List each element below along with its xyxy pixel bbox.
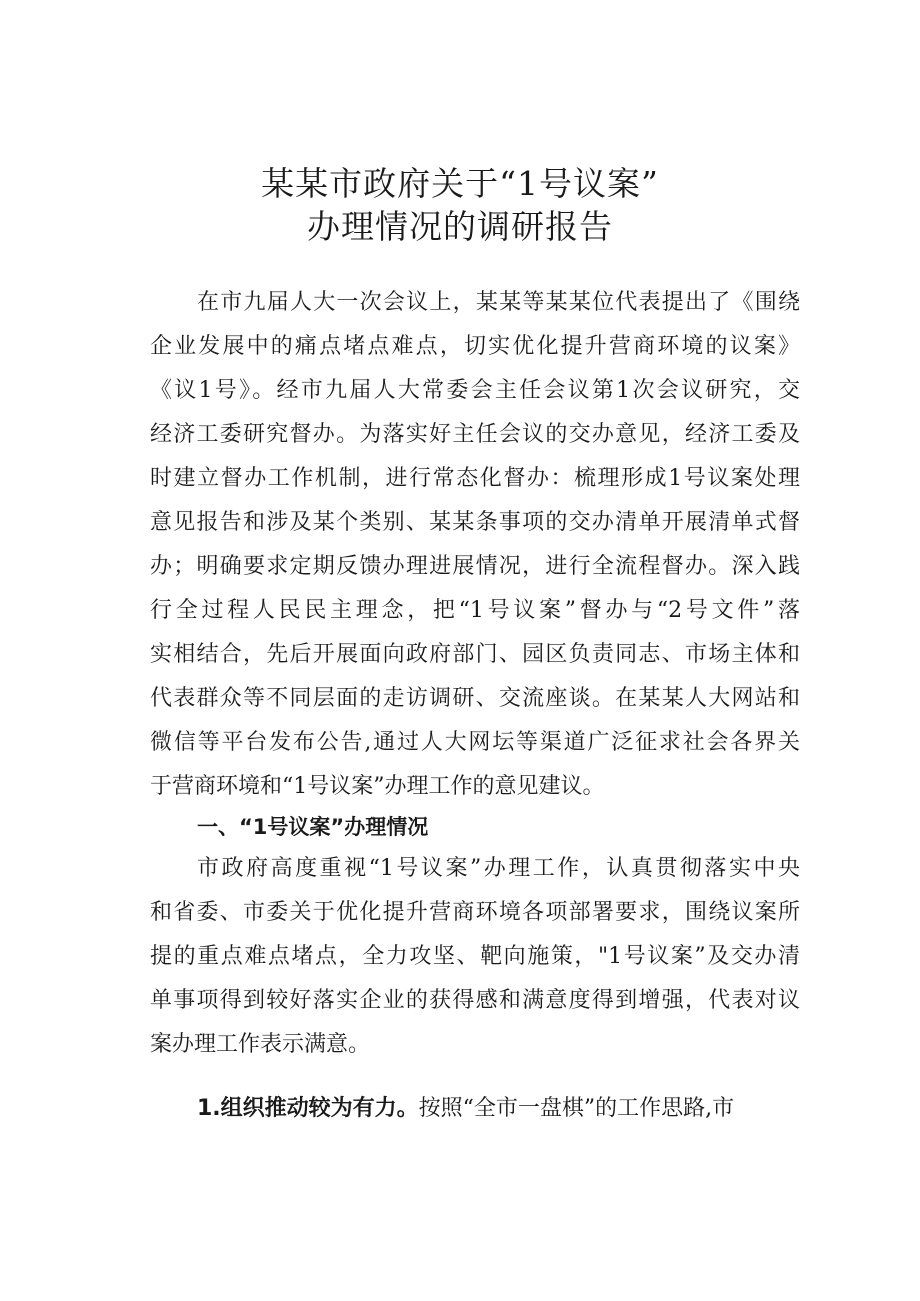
section-heading-1: 一、“1号议案”办理情况 bbox=[197, 815, 429, 839]
text-line: 提的重点难点堵点，全力攻坚、靶向施策，"1号议案”及交办清 bbox=[150, 944, 800, 969]
text-line: 市政府高度重视“1号议案”办理工作，认真贯彻落实中央 bbox=[197, 856, 800, 881]
point-1-line bbox=[197, 1094, 800, 1124]
report-title-line-1: 某某市政府关于“1号议案” bbox=[261, 164, 659, 203]
text-line: 代表群众等不同层面的走访调研、交流座谈。在某某人大网站和 bbox=[150, 686, 800, 711]
text-line: 《议1号》。经市九届人大常委会主任会议第1次会议研究，交 bbox=[150, 378, 800, 403]
text-line: 实相结合，先后开展面向政府部门、园区负责同志、市场主体和 bbox=[150, 642, 800, 667]
text-line: 和省委、市委关于优化提升营商环境各项部署要求，围绕议案所 bbox=[150, 900, 800, 925]
point-1-text: 按照“全市一盘棋”的工作思路,市 bbox=[418, 1096, 735, 1121]
text-line: 经济工委研究督办。为落实好主任会议的交办意见，经济工委及 bbox=[150, 422, 800, 447]
report-title-line-2: 办理情况的调研报告 bbox=[307, 207, 613, 246]
text-line: 企业发展中的痛点堵点难点，切实优化提升营商环境的议案》 bbox=[150, 334, 800, 359]
text-line: 行全过程人民民主理念，把“1号议案”督办与“2号文件”落 bbox=[150, 598, 800, 623]
text-line: 案办理工作表示满意。 bbox=[150, 1032, 371, 1057]
text-line: 意见报告和涉及某个类别、某某条事项的交办清单开展清单式督 bbox=[150, 510, 800, 535]
text-line: 办；明确要求定期反馈办理进展情况，进行全流程督办。深入践 bbox=[150, 554, 800, 579]
text-line: 微信等平台发布公告,通过人大网坛等渠道广泛征求社会各界关 bbox=[150, 730, 800, 755]
text-line: 单事项得到较好落实企业的获得感和满意度得到增强，代表对议 bbox=[150, 988, 800, 1013]
text-line: 时建立督办工作机制，进行常态化督办：梳理形成1号议案处理 bbox=[150, 466, 800, 491]
text-line: 在市九届人大一次会议上，某某等某某位代表提出了《围绕 bbox=[197, 290, 800, 315]
point-1-lead: 1.组织推动较为有力。 bbox=[197, 1096, 419, 1121]
text-line: 于营商环境和“1号议案”办理工作的意见建议。 bbox=[150, 774, 605, 799]
